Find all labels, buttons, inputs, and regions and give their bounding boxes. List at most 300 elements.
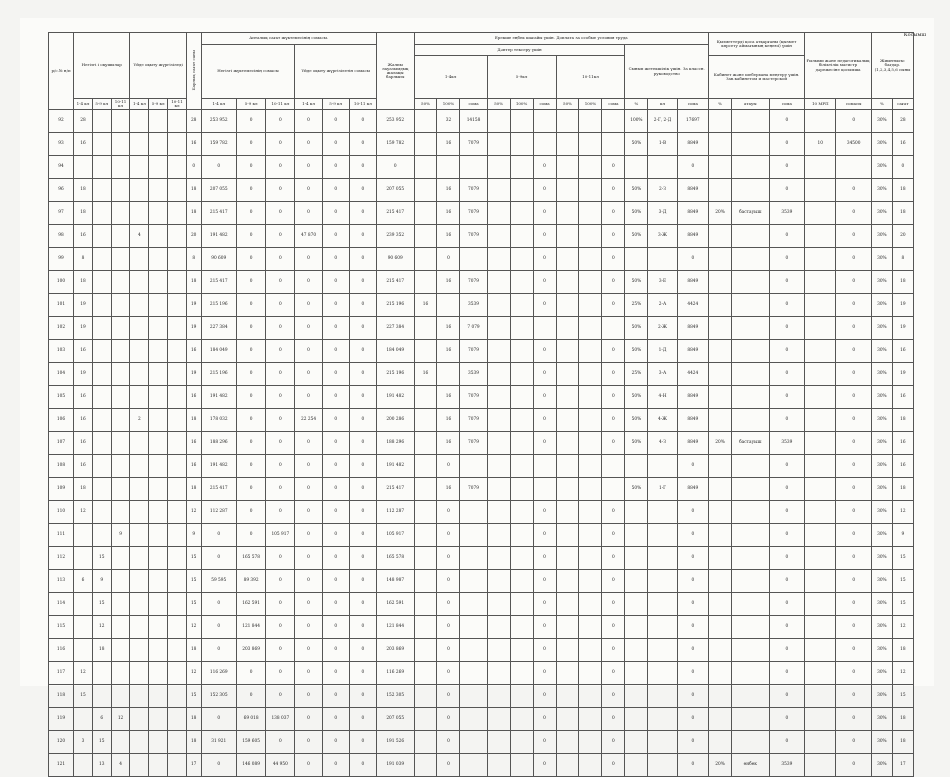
cell-lp: 50% — [625, 340, 648, 363]
cell-h100 — [579, 639, 602, 662]
cell-h50 — [556, 409, 579, 432]
cell-sal: 112 287 — [376, 501, 414, 524]
cell-m100 — [510, 271, 533, 294]
col-header-basic-pay: Негізгі жүктемесінің сомасы — [201, 45, 295, 99]
cell-cs: 0 — [769, 363, 805, 386]
cell-nsum — [460, 501, 487, 524]
cell-lp: 50% — [625, 478, 648, 501]
cell-p4: 0 — [295, 593, 322, 616]
cell-cp — [709, 179, 732, 202]
cell-msum: 0 — [533, 501, 556, 524]
cell-lp: 25% — [625, 294, 648, 317]
cell-c — [111, 133, 130, 156]
cell-msum — [533, 455, 556, 478]
cell-sal: 207 055 — [376, 708, 414, 731]
cell-mrp — [805, 110, 836, 133]
cell-hsum: 0 — [602, 754, 625, 777]
cell-p2: 0 — [237, 432, 266, 455]
cell-p5: 0 — [322, 340, 349, 363]
cell-cp — [709, 110, 732, 133]
cell-h100 — [579, 179, 602, 202]
cell-sal: 215 196 — [376, 363, 414, 386]
cell-p4: 0 — [295, 639, 322, 662]
cell-lp — [625, 754, 648, 777]
cell-ms: 0 — [836, 731, 872, 754]
cell-h100 — [579, 708, 602, 731]
cell-h100 — [579, 501, 602, 524]
cell-tp: 30% — [871, 110, 892, 133]
cell-d — [130, 455, 149, 478]
cell-p6: 0 — [349, 386, 376, 409]
cell-nsum: 7079 — [460, 432, 487, 455]
cell-n50 — [414, 133, 437, 156]
cell-b — [92, 363, 111, 386]
cell-msum: 0 — [533, 156, 556, 179]
cell-d — [130, 662, 149, 685]
cell-p2: 0 — [237, 409, 266, 432]
cell-tot: 19 — [186, 317, 201, 340]
cell-p2: 0 — [237, 524, 266, 547]
cell-lp — [625, 547, 648, 570]
cell-d — [130, 386, 149, 409]
cell-hsum: 0 — [602, 386, 625, 409]
sub-pay-g2: 5-9 кл — [237, 99, 266, 110]
col-header-extra: Ерекше еңбек шағайы үшін. Доплата за особые условия труда — [414, 33, 709, 45]
cell-c — [111, 248, 130, 271]
cell-mrp — [805, 708, 836, 731]
cell-mrp — [805, 317, 836, 340]
sub-cpct: % — [709, 99, 732, 110]
sub-home-g2: 5-9 кл — [149, 99, 168, 110]
cell-th: 15 — [892, 593, 913, 616]
cell-hsum: 0 — [602, 662, 625, 685]
cell-lc — [648, 524, 677, 547]
cell-n: 105 — [49, 386, 74, 409]
cell-n50 — [414, 731, 437, 754]
cell-nsum: 7079 — [460, 478, 487, 501]
cell-p4: 0 — [295, 340, 322, 363]
cell-p3: 138 037 — [266, 708, 295, 731]
cell-n: 116 — [49, 639, 74, 662]
cell-cn — [732, 662, 770, 685]
cell-p5: 0 — [322, 685, 349, 708]
cell-c — [111, 202, 130, 225]
cell-d — [130, 248, 149, 271]
cell-p6: 0 — [349, 202, 376, 225]
cell-c — [111, 432, 130, 455]
cell-m100 — [510, 432, 533, 455]
cell-p3: 0 — [266, 133, 295, 156]
cell-p1: 116 269 — [201, 662, 237, 685]
cell-d — [130, 110, 149, 133]
cell-p2: 0 — [237, 248, 266, 271]
cell-nsum — [460, 547, 487, 570]
cell-p5: 0 — [322, 179, 349, 202]
cell-lp — [625, 662, 648, 685]
cell-hsum: 0 — [602, 708, 625, 731]
cell-tot: 16 — [186, 386, 201, 409]
cell-m50 — [487, 179, 510, 202]
cell-cs: 0 — [769, 225, 805, 248]
cell-p5: 0 — [322, 754, 349, 777]
cell-ls: 8849 — [677, 409, 708, 432]
cell-e — [149, 639, 168, 662]
cell-tot: 18 — [186, 202, 201, 225]
cell-ls: 0 — [677, 455, 708, 478]
cell-lp — [625, 685, 648, 708]
cell-sal: 215 196 — [376, 294, 414, 317]
cell-ms: 0 — [836, 593, 872, 616]
cell-p1: 0 — [201, 156, 237, 179]
cell-n: 113 — [49, 570, 74, 593]
cell-b — [92, 271, 111, 294]
cell-p4: 0 — [295, 156, 322, 179]
cell-sal: 191 039 — [376, 754, 414, 777]
cell-ls: 8849 — [677, 478, 708, 501]
cell-n: 109 — [49, 478, 74, 501]
cell-ls: 8849 — [677, 432, 708, 455]
cell-b — [92, 133, 111, 156]
cell-c — [111, 455, 130, 478]
cell-cn — [732, 547, 770, 570]
cell-e — [149, 363, 168, 386]
cell-tp: 30% — [871, 754, 892, 777]
cell-hsum: 0 — [602, 616, 625, 639]
cell-cn — [732, 616, 770, 639]
cell-n50 — [414, 317, 437, 340]
cell-n100: 16 — [437, 133, 460, 156]
col-header-hourly-pay: Апталық сағат жүктемесінің сомасы. — [201, 33, 376, 45]
cell-e — [149, 662, 168, 685]
cell-msum: 0 — [533, 708, 556, 731]
cell-e — [149, 110, 168, 133]
cell-p6: 0 — [349, 156, 376, 179]
cell-cs: 0 — [769, 248, 805, 271]
cell-ls: 8849 — [677, 133, 708, 156]
cell-lc: 4-Н — [648, 386, 677, 409]
cell-hsum: 0 — [602, 685, 625, 708]
cell-ms: 0 — [836, 409, 872, 432]
cell-d — [130, 340, 149, 363]
sub-hpay-g1: 1-4 кл — [295, 99, 322, 110]
cell-f — [168, 570, 187, 593]
cell-n: 104 — [49, 363, 74, 386]
cell-cn — [732, 386, 770, 409]
cell-sal: 162 591 — [376, 593, 414, 616]
cell-n100: 16 — [437, 271, 460, 294]
salary-ledger-table — [48, 32, 914, 777]
cell-m100 — [510, 639, 533, 662]
cell-e — [149, 547, 168, 570]
cell-h50 — [556, 317, 579, 340]
cell-tp: 30% — [871, 156, 892, 179]
cell-e — [149, 478, 168, 501]
cell-nsum: 7079 — [460, 409, 487, 432]
cell-p3: 0 — [266, 317, 295, 340]
cell-cn — [732, 455, 770, 478]
cell-cs: 0 — [769, 731, 805, 754]
cell-cn — [732, 179, 770, 202]
cell-p5: 0 — [322, 662, 349, 685]
cell-lc: 3-Е — [648, 271, 677, 294]
cell-e — [149, 708, 168, 731]
cell-h100 — [579, 455, 602, 478]
cell-th: 16 — [892, 432, 913, 455]
cell-p1: 191 482 — [201, 225, 237, 248]
cell-e — [149, 248, 168, 271]
cell-h100 — [579, 593, 602, 616]
cell-h100 — [579, 340, 602, 363]
cell-e — [149, 386, 168, 409]
sub-lpct: % — [625, 99, 648, 110]
cell-tot: 28 — [186, 110, 201, 133]
cell-lc: 2-А — [648, 294, 677, 317]
cell-n50 — [414, 570, 437, 593]
cell-th: 16 — [892, 455, 913, 478]
cell-e — [149, 409, 168, 432]
cell-p1: 215 417 — [201, 202, 237, 225]
cell-ms: 0 — [836, 294, 872, 317]
cell-cs: 0 — [769, 409, 805, 432]
cell-ms: 0 — [836, 570, 872, 593]
cell-h50 — [556, 363, 579, 386]
cell-hsum: 0 — [602, 501, 625, 524]
cell-n: 108 — [49, 455, 74, 478]
cell-th: 16 — [892, 340, 913, 363]
cell-b — [92, 455, 111, 478]
cell-cs: 3539 — [769, 202, 805, 225]
col-header-grade-10-11: 10-11кл — [556, 56, 625, 99]
cell-p4: 0 — [295, 731, 322, 754]
cell-nsum: 14158 — [460, 110, 487, 133]
cell-lc: 3-Д — [648, 202, 677, 225]
cell-msum: 0 — [533, 685, 556, 708]
cell-cn: өнбек — [732, 754, 770, 777]
cell-a: 18 — [74, 202, 93, 225]
cell-h50 — [556, 179, 579, 202]
cell-m100 — [510, 110, 533, 133]
cell-cn — [732, 133, 770, 156]
cell-p5: 0 — [322, 616, 349, 639]
cell-cp — [709, 363, 732, 386]
cell-p5: 0 — [322, 202, 349, 225]
cell-cn — [732, 639, 770, 662]
cell-n50: 16 — [414, 294, 437, 317]
cell-m100 — [510, 409, 533, 432]
cell-n: 111 — [49, 524, 74, 547]
cell-n50 — [414, 248, 437, 271]
cell-tot: 16 — [186, 340, 201, 363]
cell-h100 — [579, 409, 602, 432]
cell-th: 15 — [892, 547, 913, 570]
cell-ls: 8849 — [677, 202, 708, 225]
cell-p6: 0 — [349, 662, 376, 685]
cell-p4: 0 — [295, 133, 322, 156]
cell-cp — [709, 662, 732, 685]
cell-e — [149, 432, 168, 455]
cell-e — [149, 133, 168, 156]
cell-p3: 0 — [266, 225, 295, 248]
table-row — [49, 409, 914, 432]
cell-cp — [709, 501, 732, 524]
cell-c — [111, 409, 130, 432]
cell-sal: 191 482 — [376, 386, 414, 409]
cell-n100: 16 — [437, 225, 460, 248]
cell-cs: 3539 — [769, 754, 805, 777]
cell-msum: 0 — [533, 662, 556, 685]
cell-f — [168, 455, 187, 478]
cell-lp — [625, 524, 648, 547]
cell-th: 15 — [892, 570, 913, 593]
cell-lc: 2-Ж — [648, 317, 677, 340]
cell-e — [149, 570, 168, 593]
table-row — [49, 547, 914, 570]
cell-n100: 0 — [437, 248, 460, 271]
cell-cp — [709, 455, 732, 478]
cell-n: 121 — [49, 754, 74, 777]
cell-ls: 0 — [677, 708, 708, 731]
cell-sal: 90 609 — [376, 248, 414, 271]
cell-a: 16 — [74, 340, 93, 363]
table-row — [49, 271, 914, 294]
cell-m50 — [487, 570, 510, 593]
cell-n50 — [414, 432, 437, 455]
cell-n: 106 — [49, 409, 74, 432]
cell-ms: 0 — [836, 386, 872, 409]
cell-f — [168, 294, 187, 317]
cell-c — [111, 685, 130, 708]
cell-d: 4 — [130, 225, 149, 248]
cell-b — [92, 248, 111, 271]
cell-h50 — [556, 455, 579, 478]
cell-b: 18 — [92, 639, 111, 662]
cell-msum: 0 — [533, 754, 556, 777]
cell-h100 — [579, 133, 602, 156]
cell-m50 — [487, 593, 510, 616]
cell-c: 9 — [111, 524, 130, 547]
cell-th: 20 — [892, 225, 913, 248]
col-header-salary-total: Жалпы лауазымдық жалақы барлығы — [376, 33, 414, 110]
cell-ms: 0 — [836, 754, 872, 777]
cell-p4: 0 — [295, 363, 322, 386]
cell-tot: 18 — [186, 478, 201, 501]
cell-lc: 2-З — [648, 179, 677, 202]
cell-p5: 0 — [322, 225, 349, 248]
table-row — [49, 639, 914, 662]
cell-m100 — [510, 363, 533, 386]
cell-ls: 0 — [677, 547, 708, 570]
cell-m100 — [510, 225, 533, 248]
cell-m50 — [487, 271, 510, 294]
cell-f — [168, 248, 187, 271]
cell-b — [92, 501, 111, 524]
cell-tp: 30% — [871, 662, 892, 685]
cell-cp — [709, 248, 732, 271]
cell-hsum: 0 — [602, 271, 625, 294]
cell-lc: 1-Г — [648, 478, 677, 501]
cell-f — [168, 662, 187, 685]
cell-hsum: 0 — [602, 248, 625, 271]
cell-b — [92, 432, 111, 455]
cell-b: 12 — [92, 616, 111, 639]
cell-h100 — [579, 478, 602, 501]
cell-f — [168, 271, 187, 294]
cell-p6: 0 — [349, 754, 376, 777]
cell-f — [168, 409, 187, 432]
cell-lp — [625, 616, 648, 639]
cell-p2: 0 — [237, 340, 266, 363]
cell-cs: 0 — [769, 708, 805, 731]
cell-h50 — [556, 593, 579, 616]
table-row — [49, 478, 914, 501]
cell-n50 — [414, 593, 437, 616]
cell-nsum — [460, 248, 487, 271]
cell-e — [149, 524, 168, 547]
cell-e — [149, 202, 168, 225]
cell-p4: 0 — [295, 501, 322, 524]
cell-p6: 0 — [349, 731, 376, 754]
table-row — [49, 156, 914, 179]
cell-p2: 121 844 — [237, 616, 266, 639]
cell-nsum: 7079 — [460, 133, 487, 156]
col-header-grade-1-4: 1-4кл — [414, 56, 487, 99]
cell-b — [92, 478, 111, 501]
cell-b: 15 — [92, 731, 111, 754]
cell-n: 102 — [49, 317, 74, 340]
cell-m50 — [487, 754, 510, 777]
cell-ls: 4424 — [677, 294, 708, 317]
col-header-home-pay: Үйде оқыту жүргізілетін сомасы — [295, 45, 376, 99]
cell-p2: 69 018 — [237, 708, 266, 731]
cell-e — [149, 179, 168, 202]
col-header-no: р/с.№ н/п — [49, 33, 74, 110]
cell-a: 15 — [74, 685, 93, 708]
cell-tot: 18 — [186, 708, 201, 731]
cell-cn — [732, 708, 770, 731]
cell-mrp — [805, 501, 836, 524]
cell-n50 — [414, 455, 437, 478]
cell-n: 103 — [49, 340, 74, 363]
cell-sal: 184 049 — [376, 340, 414, 363]
cell-lp: 50% — [625, 271, 648, 294]
cell-f — [168, 731, 187, 754]
col-header-cabinet: Қызметтерді қоса атқарғаны (қызмет көрсету аймағының кеңеюі) үшін — [709, 33, 805, 56]
cell-cs: 0 — [769, 662, 805, 685]
cell-m50 — [487, 386, 510, 409]
cell-cp — [709, 271, 732, 294]
cell-p3: 0 — [266, 662, 295, 685]
cell-ms: 0 — [836, 225, 872, 248]
cell-e — [149, 225, 168, 248]
cell-nsum: 7079 — [460, 202, 487, 225]
cell-e — [149, 616, 168, 639]
cell-d: 2 — [130, 409, 149, 432]
cell-cs: 0 — [769, 340, 805, 363]
cell-lc — [648, 754, 677, 777]
cell-b — [92, 685, 111, 708]
cell-ls: 0 — [677, 524, 708, 547]
cell-p5: 0 — [322, 639, 349, 662]
cell-cs: 0 — [769, 294, 805, 317]
cell-m50 — [487, 225, 510, 248]
cell-mrp — [805, 248, 836, 271]
cell-c: 4 — [111, 754, 130, 777]
cell-p1: 31 921 — [201, 731, 237, 754]
cell-sal: 105 917 — [376, 524, 414, 547]
cell-p1: 0 — [201, 616, 237, 639]
cell-p4: 0 — [295, 110, 322, 133]
cell-cn — [732, 409, 770, 432]
